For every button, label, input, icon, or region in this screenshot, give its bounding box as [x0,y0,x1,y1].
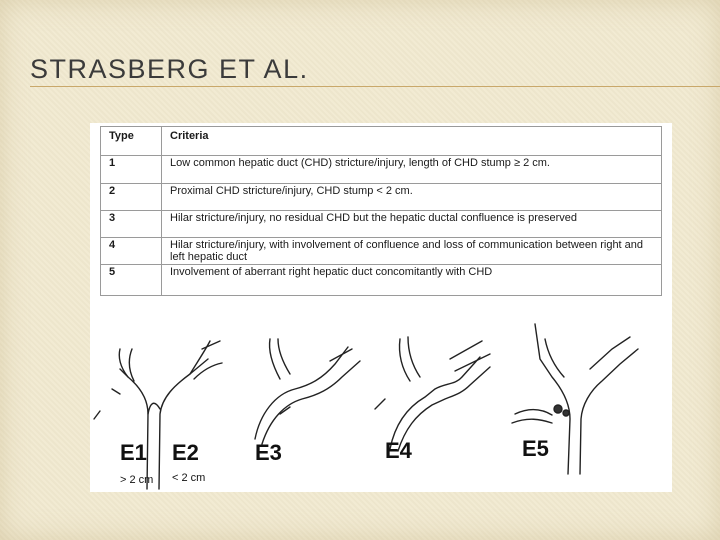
type-cell: 5 [101,265,162,296]
bile-duct-illustrations [90,319,672,492]
duct-drawing-e3 [255,339,360,444]
type-cell: 1 [101,156,162,184]
type-cell: 2 [101,184,162,211]
label-e5: E5 [522,436,549,461]
table-row [101,211,662,238]
criteria-cell: Proximal CHD stricture/injury, CHD stump < 2 cm. [162,184,662,211]
measure-gt-2cm: > 2 cm [120,474,154,486]
type-cell: 3 [101,211,162,238]
criteria-table [100,126,662,296]
table-row [101,238,662,265]
label-e2: E2 [172,440,199,465]
criteria-cell: Hilar stricture/injury, with involvement of confluence and loss of communication between right and left hepatic duct [162,238,662,265]
type-cell: 4 [101,238,162,265]
slide-title: STRASBERG ET AL. [30,54,309,84]
table-row [101,156,662,184]
duct-drawing-e4 [375,337,490,451]
table-row [101,265,662,296]
label-e3: E3 [255,440,282,465]
title-underline [30,86,720,87]
criteria-cell: Involvement of aberrant right hepatic duct concomitantly with CHD [162,265,662,296]
label-e1: E1 [120,440,147,465]
header-criteria: Criteria [162,127,662,156]
criteria-cell: Hilar stricture/injury, no residual CHD but the hepatic ductal confluence is preserved [162,211,662,238]
header-type: Type [101,127,162,156]
criteria-cell: Low common hepatic duct (CHD) stricture/injury, length of CHD stump ≥ 2 cm. [162,156,662,184]
measure-lt-2cm: < 2 cm [172,472,206,484]
label-e4: E4 [385,438,412,463]
table-row [101,184,662,211]
duct-drawing-e1-e2 [94,341,222,489]
classification-figure [90,123,672,492]
table-header-row [101,127,662,156]
